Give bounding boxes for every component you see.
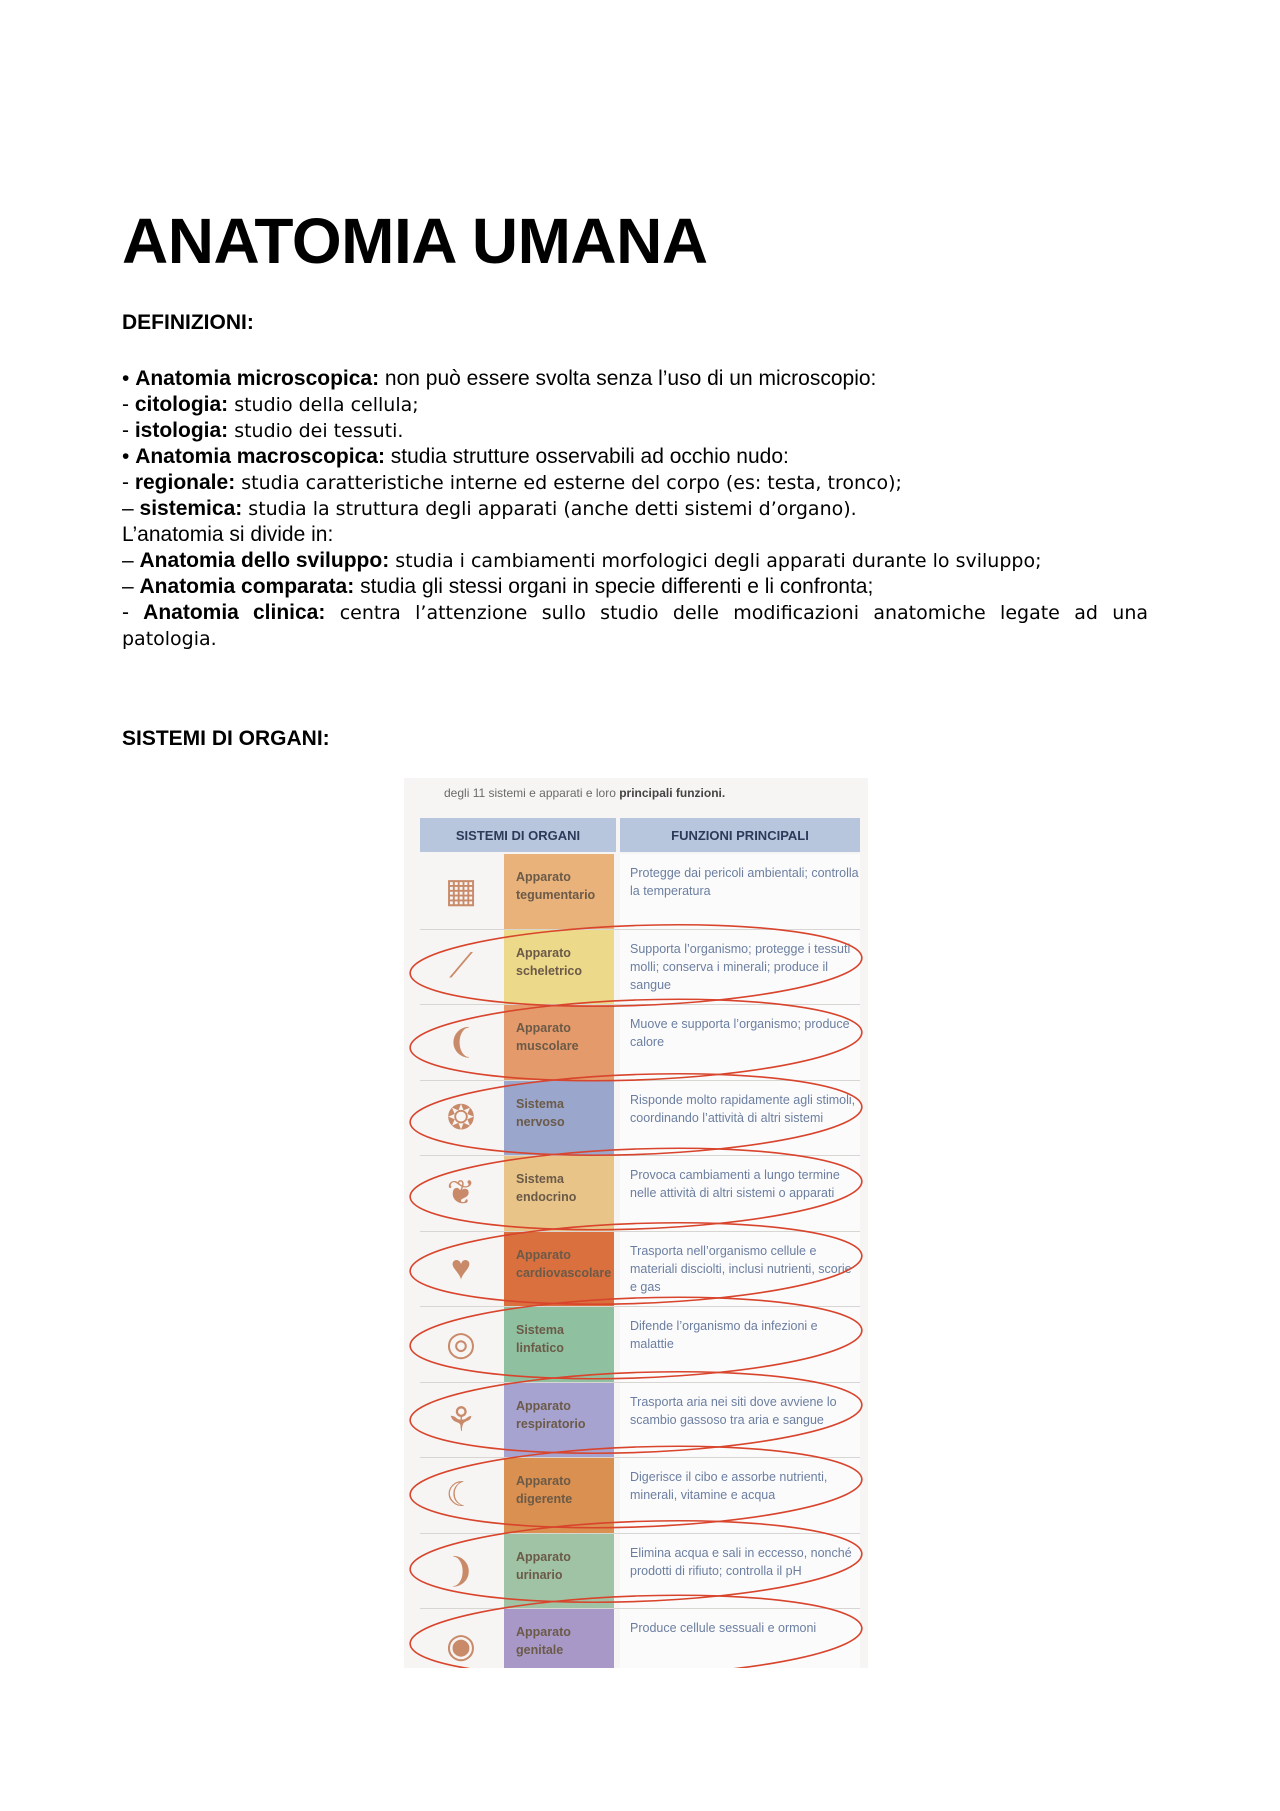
system-name: Apparato cardiovascolare <box>504 1232 614 1307</box>
system-name: Sistema nervoso <box>504 1081 614 1156</box>
page-title: ANATOMIA UMANA <box>122 205 708 277</box>
definition-line: - Anatomia clinica: centra l’attenzione sullo studio delle modificazioni anatomiche legate ad una patologia. <box>122 601 1148 650</box>
definition-line: - regionale: studia caratteristiche interne ed esterne del corpo (es: testa, tronco); <box>122 471 902 494</box>
system-name: Sistema linfatico <box>504 1307 614 1382</box>
system-function: Risponde molto rapidamente agli stimoli, coordinando l’attività di altri sistemi <box>620 1081 860 1156</box>
col-header-systems: SISTEMI DI ORGANI <box>420 818 616 852</box>
table-row <box>420 1383 860 1459</box>
bone-icon: ⟋ <box>449 947 473 985</box>
system-function: Protegge dai pericoli ambientali; controlla la temperatura <box>620 854 860 929</box>
system-function: Produce cellule sessuali e ormoni <box>620 1609 860 1668</box>
muscle-icon: ❨ <box>446 1023 476 1061</box>
table-row <box>420 1458 860 1534</box>
system-name: Apparato genitale <box>504 1609 614 1668</box>
heart-icon: ♥ <box>450 1249 472 1287</box>
system-function: Trasporta nell’organismo cellule e materiali disciolti, inclusi nutrienti, scorie e gas <box>620 1232 860 1307</box>
system-function: Digerisce il cibo e assorbe nutrienti, minerali, vitamine e acqua <box>620 1458 860 1533</box>
definition-line: • Anatomia macroscopica: studia strutture osservabili ad occhio nudo: <box>122 445 789 468</box>
system-function: Difende l’organismo da infezioni e malattie <box>620 1307 860 1382</box>
table-row <box>420 1156 860 1232</box>
gland-icon: ❦ <box>446 1174 476 1212</box>
system-name: Apparato scheletrico <box>504 930 614 1005</box>
systems-table <box>420 854 860 1668</box>
definition-line: – sistemica: studia la struttura degli apparati (anche detti sistemi d’organo). <box>122 497 857 520</box>
definition-line: L’anatomia si divide in: <box>122 523 334 546</box>
lungs-icon: ⚘ <box>445 1400 477 1439</box>
table-row <box>420 1081 860 1157</box>
table-row <box>420 1609 860 1668</box>
definition-line: - citologia: studio della cellula; <box>122 393 419 416</box>
system-function: Supporta l’organismo; protegge i tessuti molli; conserva i minerali; produce il sangue <box>620 930 860 1005</box>
definition-line: - istologia: studio dei tessuti. <box>122 419 404 442</box>
system-name: Apparato digerente <box>504 1458 614 1533</box>
egg-cell-icon: ◉ <box>446 1627 476 1665</box>
systems-heading: SISTEMI DI ORGANI: <box>122 727 330 750</box>
definitions-heading: DEFINIZIONI: <box>122 311 254 334</box>
brain-icon: ❂ <box>446 1098 476 1137</box>
stomach-icon: ☾ <box>445 1476 477 1514</box>
system-function: Trasporta aria nei siti dove avviene lo scambio gassoso tra aria e sangue <box>620 1383 860 1458</box>
table-row <box>420 1307 860 1383</box>
system-name: Apparato tegumentario <box>504 854 614 929</box>
kidney-icon: ❩ <box>446 1551 476 1590</box>
skin-icon: ▦ <box>444 872 478 910</box>
table-row <box>420 930 860 1006</box>
system-function: Elimina acqua e sali in eccesso, nonché prodotti di rifiuto; controlla il pH <box>620 1534 860 1609</box>
organ-systems-figure <box>404 778 868 1668</box>
cell-icon: ◎ <box>446 1325 476 1363</box>
definition-line: • Anatomia microscopica: non può essere svolta senza l’uso di un microscopio: <box>122 367 877 390</box>
system-function: Muove e supporta l’organismo; produce calore <box>620 1005 860 1080</box>
table-row <box>420 1534 860 1610</box>
system-name: Sistema endocrino <box>504 1156 614 1231</box>
table-row <box>420 1005 860 1081</box>
definition-line: – Anatomia comparata: studia gli stessi organi in specie differenti e li confronta; <box>122 575 874 598</box>
system-function: Provoca cambiamenti a lungo termine nelle attività di altri sistemi o apparati <box>620 1156 860 1231</box>
system-name: Apparato muscolare <box>504 1005 614 1080</box>
system-name: Apparato urinario <box>504 1534 614 1609</box>
definitions-list <box>122 366 1148 652</box>
col-header-functions: FUNZIONI PRINCIPALI <box>620 818 860 852</box>
system-name: Apparato respiratorio <box>504 1383 614 1458</box>
figure-caption: degli 11 sistemi e apparati e loro principali funzioni. <box>444 786 726 800</box>
definition-line: – Anatomia dello sviluppo: studia i cambiamenti morfologici degli apparati durante lo sviluppo; <box>122 549 1042 572</box>
table-row <box>420 1232 860 1308</box>
table-row <box>420 854 860 930</box>
